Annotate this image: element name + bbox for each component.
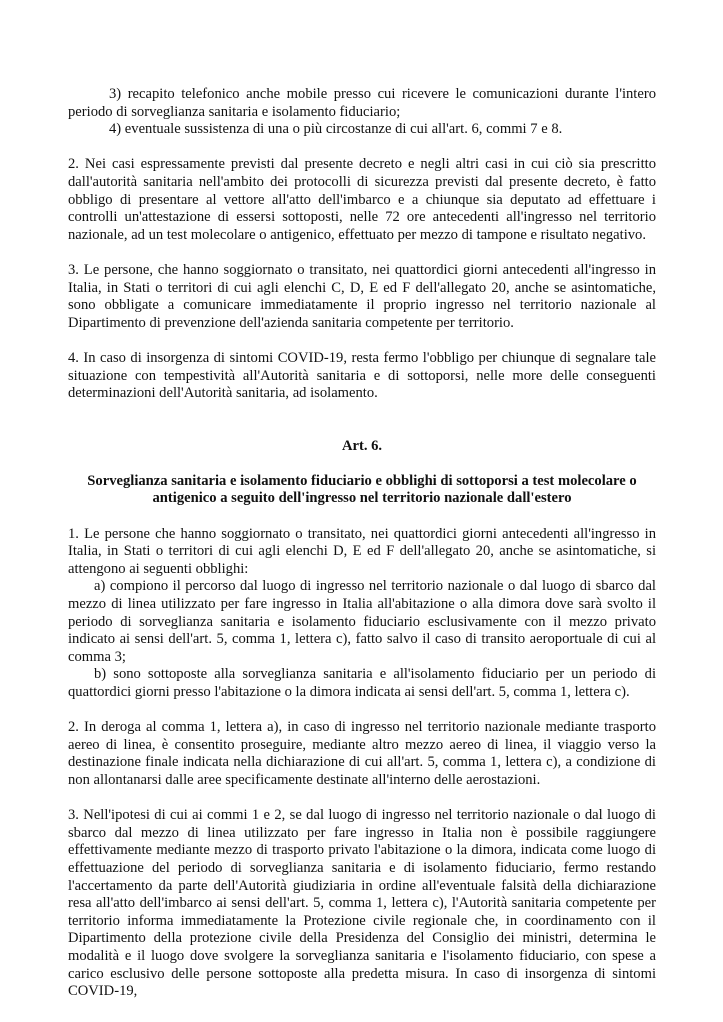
art6-paragraph-3: 3. Nell'ipotesi di cui ai commi 1 e 2, se dal luogo di ingresso nel territorio nazionale o dal luogo di sbarco dal mezzo di linea utilizzato per fare ingresso in Italia non è possibile raggiungere effettivamente mediante mezzo di trasporto privato l'abitazione o la dimora, indicata come luogo di effettuazione del periodo di sorveglianza sanitaria e di isolamento fiduciario, fermo restando l'accertamento da parte dell'Autorità giudiziaria in ordine all'eventuale falsità della dichiarazione resa all'atto dell'imbarco ai sensi dell'art. 5, comma 1, lettera c), l'Autorità sanitaria competente per territorio informa immediatamente la Protezione civile regionale che, in coordinamento con il Dipartimento della protezione civile della Presidenza del Consiglio dei ministri, determina le modalità e il luogo dove svolgere la sorveglianza sanitaria e l'isolamento fiduciario, con spese a carico esclusivo delle persone sottoposte alla predetta misura. In caso di insorgenza di sintomi COVID-19, xyxy=(68,807,656,1000)
art5-paragraph-2: 2. Nei casi espressamente previsti dal presente decreto e negli altri casi in cui ciò sia prescritto dall'autorità sanitaria nell'ambito dei protocolli di sicurezza previsti dal presente decreto, è fatto obbligo di presentare al vettore all'atto dell'imbarco e a chiunque sia deputato ad effettuare i controlli un'attestazione di essersi sottoposti, nelle 72 ore antecedenti all'ingresso nel territorio nazionale, ad un test molecolare o antigenico, effettuato per mezzo di tampone e risultato negativo. xyxy=(68,156,656,243)
art5-paragraph-3: 3. Le persone, che hanno soggiornato o transitato, nei quattordici giorni antecedenti all'ingresso in Italia, in Stati o territori di cui agli elenchi C, D, E ed F dell'allegato 20, anche se asintomatiche, sono obbligate a comunicare immediatamente il proprio ingresso nel territorio nazionale al Dipartimento di prevenzione dell'azienda sanitaria competente per territorio. xyxy=(68,261,656,331)
list-item-3: 3) recapito telefonico anche mobile presso cui ricevere le comunicazioni durante l'intero periodo di sorveglianza sanitaria e isolamento fiduciario; xyxy=(68,86,656,120)
art6-paragraph-2: 2. In deroga al comma 1, lettera a), in caso di ingresso nel territorio nazionale mediante trasporto aereo di linea, è consentito proseguire, mediante altro mezzo aereo di linea, il viaggio verso la destinazione finale indicata nella dichiarazione di cui all'art. 5, comma 1, lettera c), a condizione di non allontanarsi dalle aree specificamente destinate all'interno delle aerostazioni. xyxy=(68,719,656,788)
article-heading: Art. 6. xyxy=(341,437,383,454)
art6-paragraph-1b: b) sono sottoposte alla sorveglianza sanitaria e all'isolamento fiduciario per un periodo di quattordici giorni presso l'abitazione o la dimora indicata ai sensi dell'art. 5, comma 1, lettera c). xyxy=(68,666,656,700)
list-item-4: 4) eventuale sussistenza di una o più circostanze di cui all'art. 6, commi 7 e 8. xyxy=(109,121,563,138)
document-page xyxy=(68,86,656,1001)
art6-paragraph-1a: a) compiono il percorso dal luogo di ingresso nel territorio nazionale o dal luogo di sbarco dal mezzo di linea utilizzato per fare ingresso in Italia all'abitazione o alla dimora dove sarà svolto il periodo di sorveglianza sanitaria e isolamento fiduciario esclusivamente con il mezzo privato indicato ai sensi dell'art. 5, comma 1, lettera c), fatto salvo il caso di transito aeroportuale di cui al comma 3; xyxy=(68,578,656,665)
art5-paragraph-4: 4. In caso di insorgenza di sintomi COVID-19, resta fermo l'obbligo per chiunque di segnalare tale situazione con tempestività all'Autorità sanitaria e di sottoporsi, nelle more delle conseguenti determinazioni dell'Autorità sanitaria, ad isolamento. xyxy=(68,349,656,402)
article-title: Sorveglianza sanitaria e isolamento fiduciario e obblighi di sottoporsi a test molecolare o antigenico a seguito dell'ingresso nel territorio nazionale dall'estero xyxy=(87,472,637,507)
art6-paragraph-1: 1. Le persone che hanno soggiornato o transitato, nei quattordici giorni antecedenti all'ingresso in Italia, in Stati o territori di cui agli elenchi D, E ed F dell'allegato 20, anche se asintomatiche, si attengono ai seguenti obblighi: xyxy=(68,525,656,577)
